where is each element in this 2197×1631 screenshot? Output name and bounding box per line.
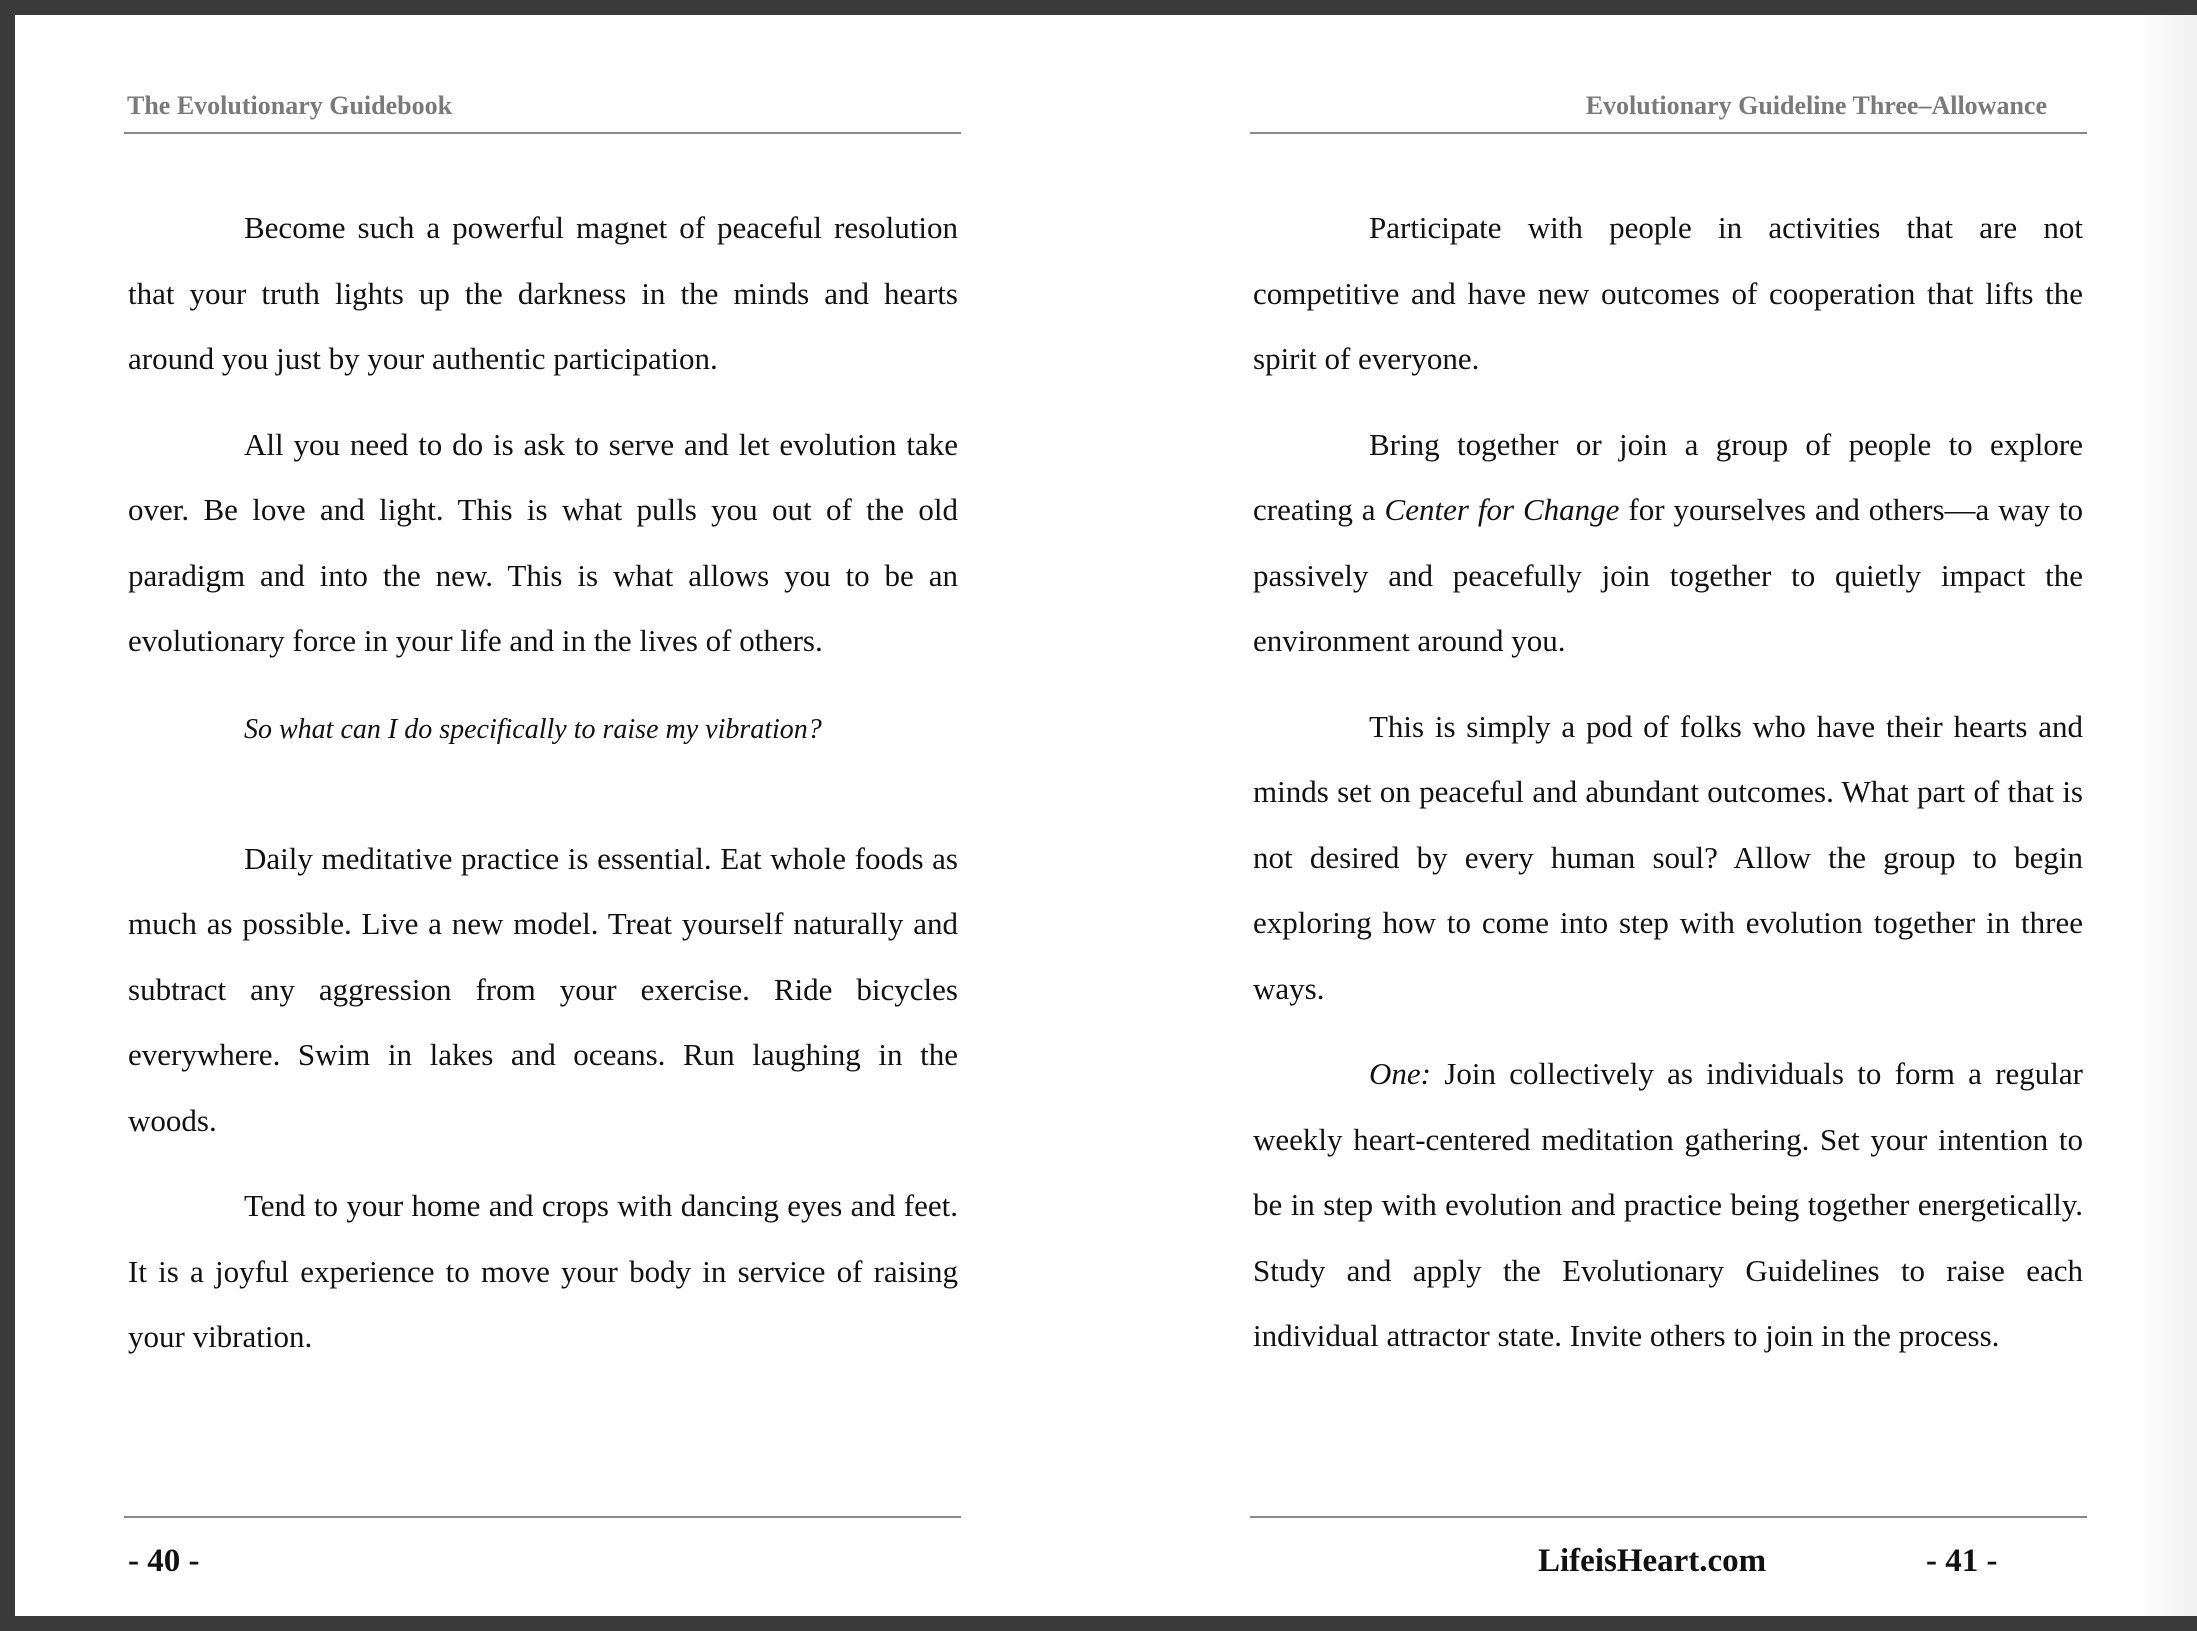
right-footer-rule [1250, 1516, 2087, 1518]
paragraph-text: for yourselves and others—a way to passively and peacefully join together to quietly impact the environment around you. [1253, 492, 2083, 658]
paragraph-text: Join collectively as individuals to form a regular weekly heart-centered meditation gathering. Set your intention to be in step with evolution and practice being together energetically. Study and apply the Evolutionary Guidelines to raise each individual attractor state. Invite others to join in the process. [1253, 1056, 2083, 1353]
paragraph-text: Bring together or join a group of people to explore creating a [1253, 426, 2083, 527]
right-body-text [1253, 195, 2083, 1389]
right-header-rule [1250, 132, 2087, 134]
center-for-change-phrase: Center for Change [1384, 492, 1620, 527]
paragraph [1253, 412, 2083, 674]
question-heading: So what can I do specifically to raise my vibration? [244, 713, 822, 745]
right-page-number: - 41 - [1926, 1543, 1998, 1579]
paragraph [1253, 1041, 2083, 1369]
left-header-rule [124, 132, 961, 134]
left-page [15, 15, 1106, 1616]
paragraph: Become such a powerful magnet of peaceful resolution that your truth lights up the darkness in the minds and hearts around you just by your authentic participation. [128, 210, 958, 376]
left-footer-rule [124, 1516, 961, 1518]
paragraph: This is simply a pod of folks who have their hearts and minds set on peaceful and abundant outcomes. What part of that is not desired by every human soul? Allow the group to begin exploring how to come into step with evolution together in three ways. [1253, 708, 2083, 1006]
paragraph: Daily meditative practice is essential. Eat whole foods as much as possible. Live a new model. Treat yourself naturally and subtract any aggression from your exercise. Ride bicycles everywhere. Swim in lakes and oceans. Run laughing in the woods. [128, 840, 958, 1138]
one-label: One: [1369, 1056, 1431, 1091]
right-running-head: Evolutionary Guideline Three–Allowance [1585, 91, 2047, 120]
paragraph: Participate with people in activities that are not competitive and have new outcomes of cooperation that lifts the spirit of everyone. [1253, 210, 2083, 376]
left-body-text [128, 195, 958, 1390]
left-running-head: The Evolutionary Guidebook [127, 91, 453, 120]
paragraph: All you need to do is ask to serve and let evolution take over. Be love and light. This is what pulls you out of the old paradigm and into the new. This is what allows you to be an evolutionary force in your life and in the lives of others. [128, 426, 958, 658]
paragraph: Tend to your home and crops with dancing eyes and feet. It is a joyful experience to move your body in service of raising your vibration. [128, 1188, 958, 1354]
left-page-number: - 40 - [128, 1543, 200, 1579]
right-page [1106, 15, 2197, 1616]
website-link[interactable]: LifeisHeart.com [1538, 1543, 1767, 1579]
page-edge-shadow [2137, 15, 2197, 1616]
book-spread [15, 15, 2197, 1616]
